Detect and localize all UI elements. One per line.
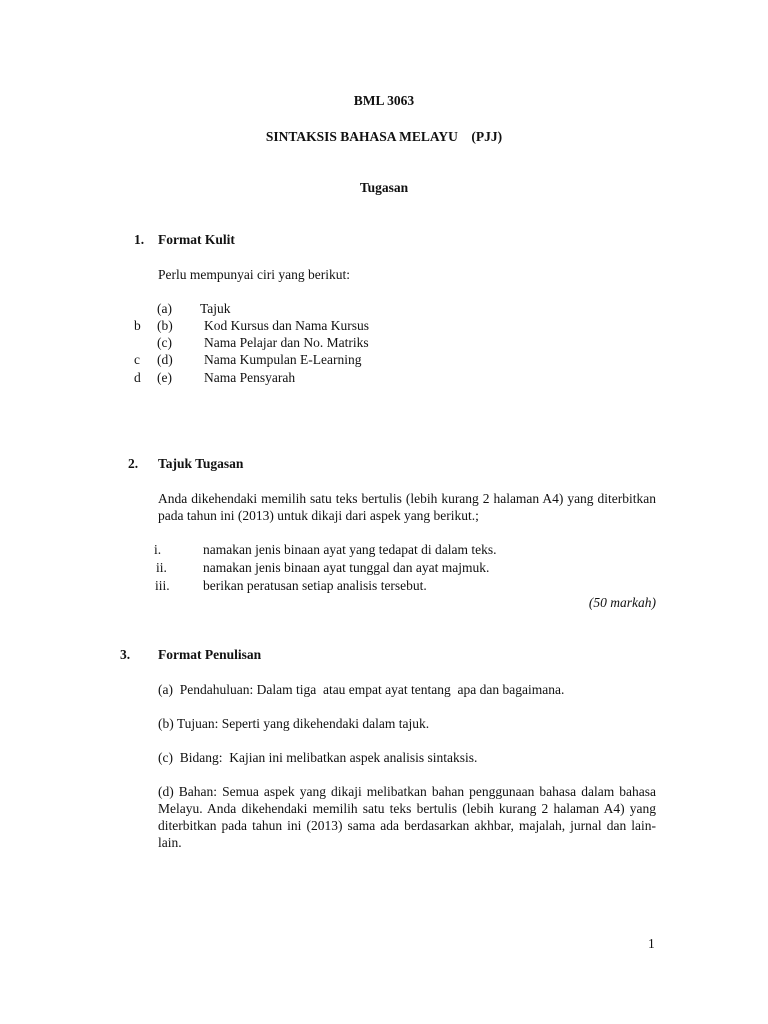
- section-2-number: 2.: [128, 456, 139, 471]
- page-number: 1: [648, 936, 655, 951]
- section-1-heading: Format Kulit: [158, 232, 235, 247]
- course-title: SINTAKSIS BAHASA MELAYU (PJJ): [265, 129, 503, 144]
- list-item-text: Tajuk: [200, 301, 231, 316]
- section-1-intro: Perlu mempunyai ciri yang berikut:: [158, 267, 350, 282]
- document-title: Tugasan: [359, 180, 409, 195]
- list-item-text: berikan peratusan setiap analisis tersebut.: [203, 578, 427, 593]
- list-item-label: (e): [157, 370, 172, 385]
- list-item-label: iii.: [155, 578, 170, 593]
- section-3-item-a: (a) Pendahuluan: Dalam tiga atau empat ayat tentang apa dan bagaimana.: [158, 682, 565, 697]
- section-2-paragraph: Anda dikehendaki memilih satu teks bertulis (lebih kurang 2 halaman A4) yang diterbitkan pada tahun ini (2013) untuk dikaji dari aspek yang berikut.;: [158, 491, 656, 523]
- list-item-label: i.: [154, 542, 162, 557]
- section-3-number: 3.: [120, 647, 131, 662]
- list-item-label: (a): [157, 301, 172, 316]
- marks-note: (50 markah): [588, 595, 656, 610]
- list-item-label: ii.: [156, 560, 167, 575]
- section-1-number: 1.: [134, 232, 145, 247]
- list-item-text: namakan jenis binaan ayat tunggal dan ayat majmuk.: [203, 560, 490, 575]
- margin-letter: c: [134, 352, 140, 367]
- list-item-label: (d): [157, 352, 173, 367]
- section-2-heading: Tajuk Tugasan: [158, 456, 244, 471]
- margin-letter: d: [134, 370, 141, 385]
- list-item-label: (b): [157, 318, 173, 333]
- list-item-text: Nama Kumpulan E-Learning: [204, 352, 362, 367]
- course-code: BML 3063: [353, 93, 415, 108]
- section-3-item-b: (b) Tujuan: Seperti yang dikehendaki dalam tajuk.: [158, 716, 430, 731]
- section-3-heading: Format Penulisan: [158, 647, 262, 662]
- margin-letter: b: [134, 318, 141, 333]
- section-3-item-c: (c) Bidang: Kajian ini melibatkan aspek analisis sintaksis.: [158, 750, 478, 765]
- list-item-text: Kod Kursus dan Nama Kursus: [204, 318, 369, 333]
- list-item-text: Nama Pensyarah: [204, 370, 296, 385]
- list-item-text: Nama Pelajar dan No. Matriks: [204, 335, 369, 350]
- list-item-text: namakan jenis binaan ayat yang tedapat di dalam teks.: [203, 542, 497, 557]
- section-3-item-d: (d) Bahan: Semua aspek yang dikaji melibatkan bahan penggunaan bahasa dalam bahasa Melayu. Anda dikehendaki memilih satu teks bertulis (lebih kurang 2 halaman A4) yang diterbitkan pada tahun ini (2013) sama ada berdasarkan akhbar, majalah, jurnal dan lain-lain.: [158, 784, 656, 850]
- list-item-label: (c): [157, 335, 172, 350]
